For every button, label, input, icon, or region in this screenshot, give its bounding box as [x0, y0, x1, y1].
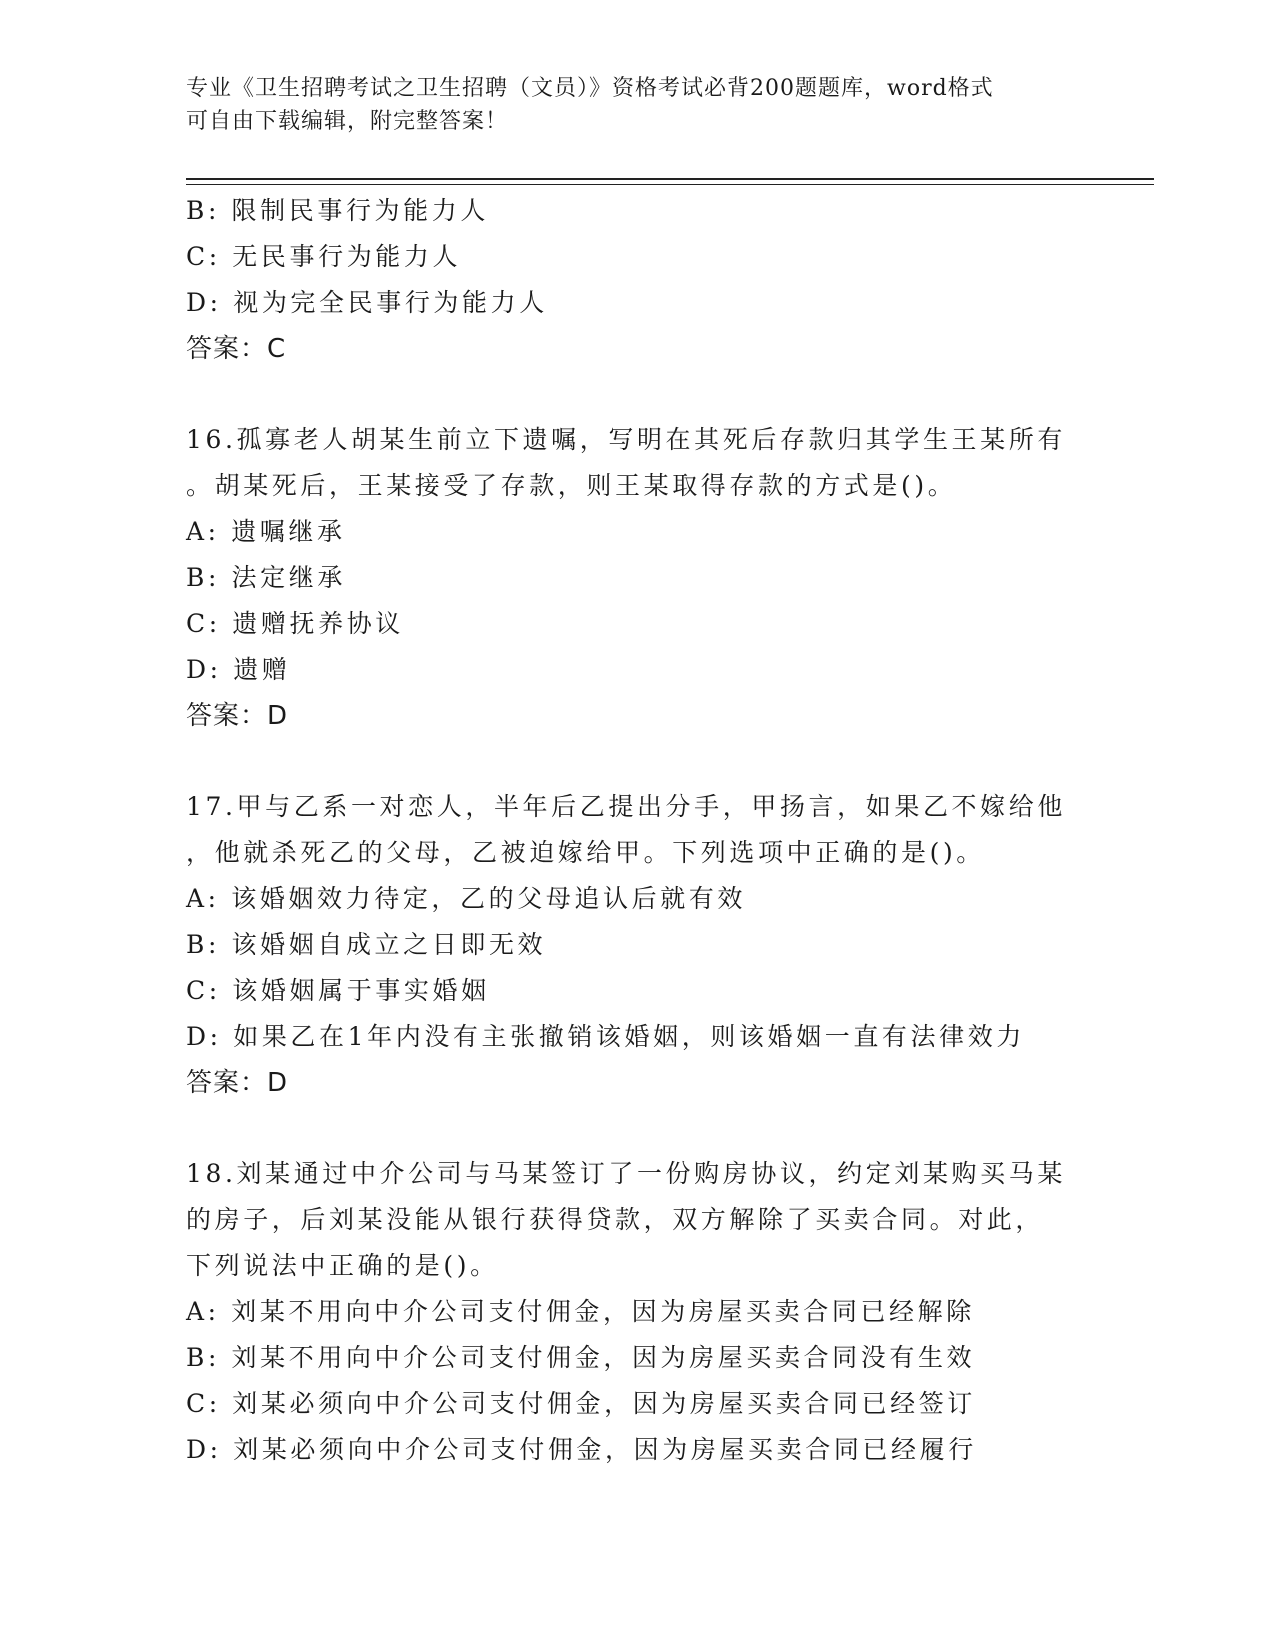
option-b: B: 刘某不用向中介公司支付佣金，因为房屋买卖合同没有生效	[186, 1343, 976, 1372]
header-title-line-1: 专业《卫生招聘考试之卫生招聘（文员）》资格考试必背200题题库，word格式	[186, 76, 994, 101]
question-stem-line-1: 17.甲与乙系一对恋人，半年后乙提出分手，甲扬言，如果乙不嫁给他	[186, 792, 1066, 821]
question-stem-line-1: 18.刘某通过中介公司与马某签订了一份购房协议，约定刘某购买马某	[186, 1159, 1066, 1188]
answer-line: 答案：D	[186, 701, 289, 731]
option-c: C: 无民事行为能力人	[186, 242, 462, 271]
option-a: A: 遗嘱继承	[186, 517, 346, 546]
option-b: B: 法定继承	[186, 563, 346, 592]
option-a: A: 刘某不用向中介公司支付佣金，因为房屋买卖合同已经解除	[186, 1297, 975, 1326]
spacer	[186, 739, 1086, 784]
header-divider-thin	[186, 184, 1154, 185]
question-stem-line-3: 下列说法中正确的是()。	[186, 1251, 499, 1280]
question-list	[186, 188, 1086, 1473]
option-b: B: 该婚姻自成立之日即无效	[186, 930, 547, 959]
option-c: C: 刘某必须向中介公司支付佣金，因为房屋买卖合同已经签订	[186, 1389, 976, 1418]
header-divider-thick	[186, 178, 1154, 180]
option-a: A: 该婚姻效力待定，乙的父母追认后就有效	[186, 884, 747, 913]
option-c: C: 该婚姻属于事实婚姻	[186, 976, 490, 1005]
option-d: D: 刘某必须向中介公司支付佣金，因为房屋买卖合同已经履行	[186, 1435, 977, 1464]
question-stem-line-2: 。胡某死后，王某接受了存款，则王某取得存款的方式是()。	[186, 471, 957, 500]
option-b: B: 限制民事行为能力人	[186, 196, 489, 225]
option-d: D: 视为完全民事行为能力人	[186, 288, 548, 317]
option-d: D: 遗赠	[186, 655, 291, 684]
question-18	[186, 1151, 1086, 1473]
option-c: C: 遗赠抚养协议	[186, 609, 404, 638]
header-title-line-2: 可自由下载编辑，附完整答案！	[186, 109, 509, 134]
answer-line: 答案：D	[186, 1068, 289, 1098]
answer-line: 答案：C	[186, 334, 287, 364]
question-stem-line-2: 的房子，后刘某没能从银行获得贷款，双方解除了买卖合同。对此，	[186, 1205, 1045, 1234]
spacer	[186, 1106, 1086, 1151]
option-d: D: 如果乙在1年内没有主张撤销该婚姻，则该婚姻一直有法律效力	[186, 1022, 1025, 1051]
spacer	[186, 372, 1086, 417]
question-16	[186, 417, 1086, 739]
document-header	[186, 72, 1066, 138]
question-15	[186, 188, 1086, 372]
question-stem-line-1: 16.孤寡老人胡某生前立下遗嘱，写明在其死后存款归其学生王某所有	[186, 425, 1066, 454]
question-stem-line-2: ，他就杀死乙的父母，乙被迫嫁给甲。下列选项中正确的是()。	[186, 838, 985, 867]
question-17	[186, 784, 1086, 1106]
